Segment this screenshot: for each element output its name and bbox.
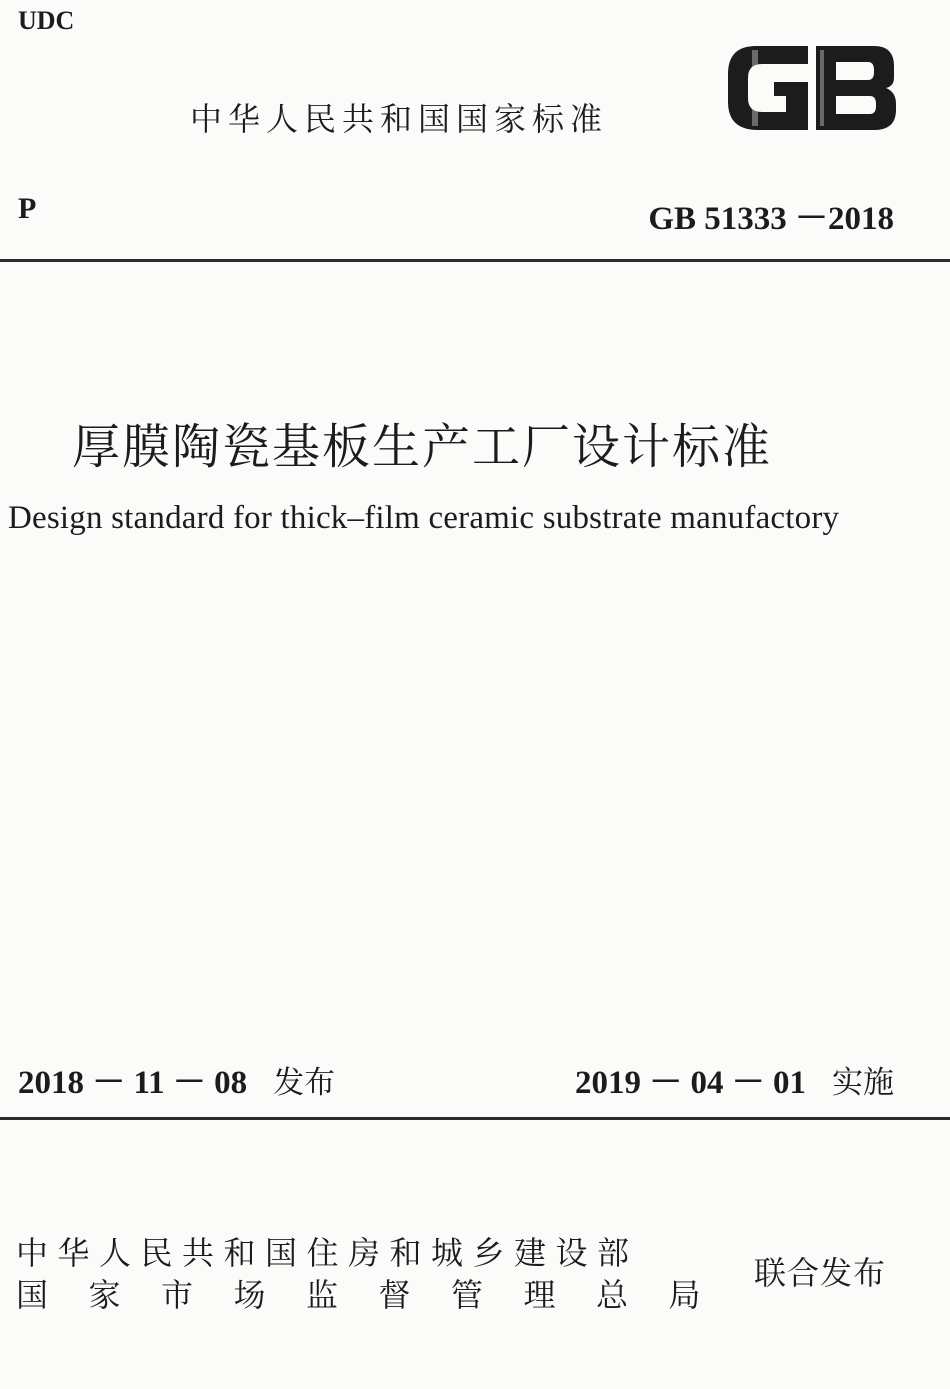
top-divider bbox=[0, 259, 950, 262]
bottom-divider bbox=[0, 1117, 950, 1120]
udc-label: UDC bbox=[18, 6, 75, 35]
issue-label: 发布 bbox=[273, 1065, 336, 1101]
issuer-line-1: 中华人民共和国住房和城乡建设部 bbox=[16, 1234, 639, 1272]
issue-date-block bbox=[18, 1056, 335, 1103]
implementation-label: 实施 bbox=[832, 1065, 894, 1101]
gb-logo bbox=[722, 42, 898, 134]
joint-issue-label: 联合发布 bbox=[754, 1254, 887, 1292]
standard-code: GB 51333 －2018 bbox=[648, 201, 894, 237]
title-chinese: 厚膜陶瓷基板生产工厂设计标准 bbox=[72, 419, 773, 475]
implementation-date: 2019 － 04 － 01 bbox=[575, 1065, 806, 1101]
title-english: Design standard for thick–film ceramic substrate manufactory bbox=[8, 500, 840, 536]
standard-type: 中华人民共和国国家标准 bbox=[190, 100, 609, 138]
issue-date: 2018 － 11 － 08 bbox=[18, 1065, 248, 1101]
classification-code: P bbox=[18, 192, 37, 225]
issuer-line-2: 国家市场监督管理总局 bbox=[16, 1276, 742, 1314]
implementation-date-block bbox=[575, 1056, 894, 1103]
